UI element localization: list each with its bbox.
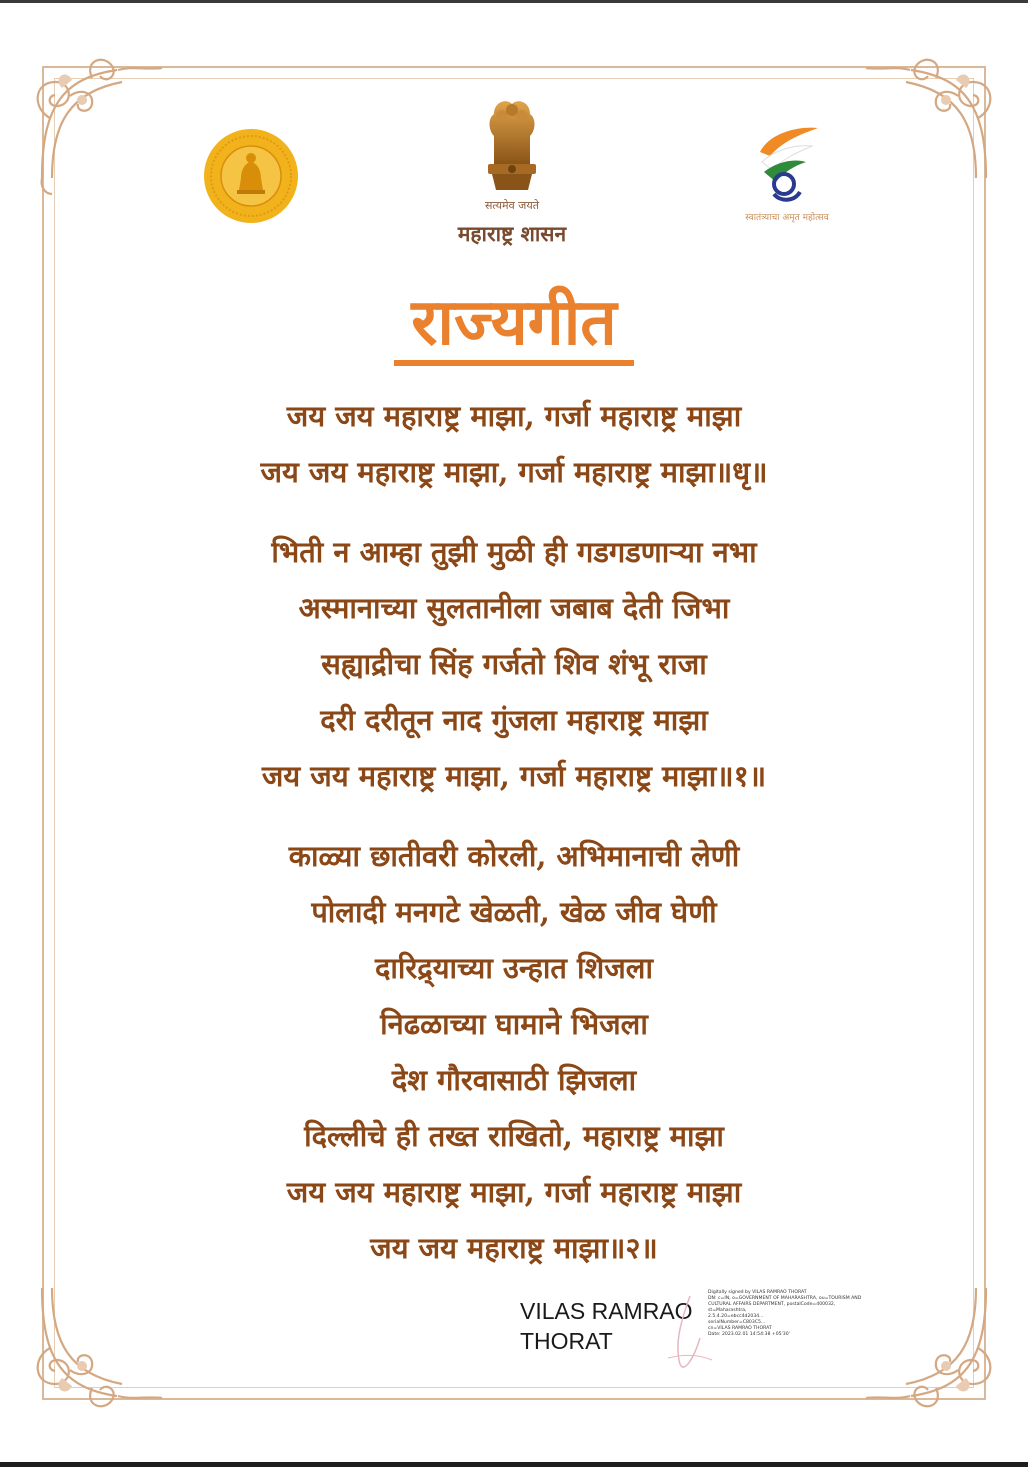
azadi-tagline: स्वातंत्र्याचा अमृत महोत्सव bbox=[745, 213, 829, 223]
anthem-line: दारिद्र्याच्या उन्हात शिजला bbox=[375, 951, 653, 985]
anthem-line: दिल्लीचे ही तख्त राखितो, महाराष्ट्र माझा bbox=[304, 1119, 724, 1153]
page-title: राज्यगीत bbox=[411, 285, 617, 360]
anthem-line: निढळाच्या घामाने भिजला bbox=[380, 1007, 648, 1041]
bottom-edge-line bbox=[0, 1462, 1028, 1467]
national-emblem-icon bbox=[472, 94, 552, 204]
digital-signature-details bbox=[708, 1290, 898, 1338]
anthem-line: जय जय महाराष्ट्र माझा, गर्जा महाराष्ट्र माझा bbox=[286, 1175, 742, 1209]
corner-flourish-icon bbox=[22, 48, 172, 198]
signature-detail-line: serialNumber=C803C5... bbox=[708, 1320, 766, 1325]
anthem-line: दरी दरीतून नाद गुंजला महाराष्ट्र माझा bbox=[320, 703, 708, 737]
signature-detail-line: CULTURAL AFFAIRS DEPARTMENT, postalCode=400032, bbox=[708, 1302, 836, 1307]
signer-name-line: VILAS RAMRAO bbox=[520, 1298, 693, 1324]
anthem-line: जय जय महाराष्ट्र माझा, गर्जा महाराष्ट्र माझा bbox=[286, 399, 742, 433]
signature-detail-line: DN: c=IN, o=GOVERNMENT OF MAHARASHTRA, ou=TOURISM AND bbox=[708, 1296, 862, 1301]
corner-flourish-icon bbox=[22, 1268, 172, 1418]
anthem-line: भिती न आम्हा तुझी मुळी ही गडगडणाऱ्या नभा bbox=[271, 535, 757, 569]
signature-detail-line: Digitally signed by VILAS RAMRAO THORAT bbox=[708, 1290, 807, 1295]
anthem-line: पोलादी मनगटे खेळती, खेळ जीव घेणी bbox=[311, 895, 717, 929]
signature-detail-line: Date: 2023.02.01 14:54:38 +05'30' bbox=[708, 1332, 790, 1337]
anthem-line: अस्मानाच्या सुलतानीला जबाब देती जिभा bbox=[298, 591, 730, 625]
top-edge-line bbox=[0, 0, 1028, 3]
anthem-line: काळ्या छातीवरी कोरली, अभिमानाची लेणी bbox=[288, 839, 740, 873]
anthem-line: जय जय महाराष्ट्र माझा॥२॥ bbox=[370, 1231, 658, 1265]
signature-detail-line: st=Maharashtra, bbox=[708, 1308, 747, 1313]
title-underline bbox=[394, 360, 634, 366]
maharashtra-seal-icon bbox=[203, 128, 299, 224]
signature-detail-line: 2.5.4.20=ebcc4d2034... bbox=[708, 1314, 764, 1319]
anthem-line: देश गौरवासाठी झिजला bbox=[391, 1063, 637, 1097]
signature-detail-line: cn=VILAS RAMRAO THORAT bbox=[708, 1326, 772, 1331]
azadi-amrit-mahotsav-logo-icon bbox=[740, 122, 835, 207]
anthem-line: जय जय महाराष्ट्र माझा, गर्जा महाराष्ट्र माझा॥धृ॥ bbox=[260, 455, 768, 489]
signer-name-line: THORAT bbox=[520, 1328, 613, 1354]
government-name: महाराष्ट्र शासन bbox=[457, 221, 567, 246]
anthem-line: जय जय महाराष्ट्र माझा, गर्जा महाराष्ट्र माझा॥१॥ bbox=[261, 759, 767, 793]
anthem-line: सह्याद्रीचा सिंह गर्जतो शिव शंभू राजा bbox=[321, 647, 707, 681]
corner-flourish-icon bbox=[856, 48, 1006, 198]
national-motto: सत्यमेव जयते bbox=[484, 199, 539, 212]
